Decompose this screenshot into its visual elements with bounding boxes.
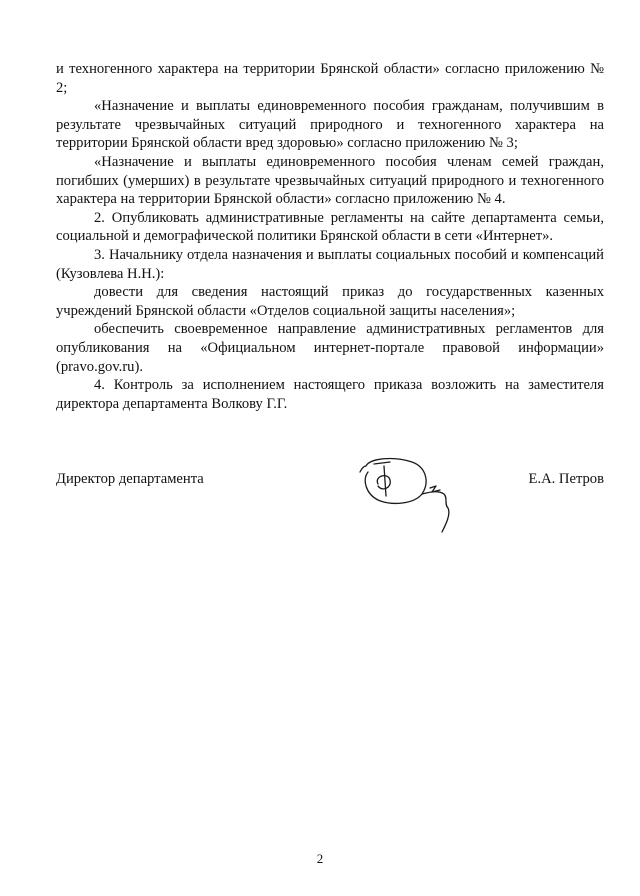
handwritten-signature (352, 452, 464, 534)
page-number: 2 (316, 851, 324, 866)
paragraph-annex-2-continuation: и техногенного характера на территории Брянской области» согласно приложению № 2; (56, 61, 604, 96)
paragraph-annex-4: «Назначение и выплаты единовременного пособия членам семей граждан, погибших (умерших) в результате чрезвычайных ситуаций природного и техногенного характера на территории Брянской области» согласно приложению № 4. (56, 153, 604, 208)
paragraph-item-3-ensure: обеспечить своевременное направление административных регламентов для опубликования на «Официальном интернет-портале правовой информации» (pravo.gov.ru). (56, 321, 604, 375)
signatory-name: Е.А. Петров (528, 471, 604, 487)
paragraph-annex-3: «Назначение и выплаты единовременного пособия гражданам, получившим в результате чрезвычайных ситуаций природного и техногенного характера на территории Брянской области вред здоровью» согласно приложению № 3; (56, 98, 604, 152)
paragraph-item-4-control: 4. Контроль за исполнением настоящего приказа возложить на заместителя директора департамента Волкову Г.Г. (56, 377, 604, 412)
paragraph-item-3-inform: довести для сведения настоящий приказ до государственных казенных учреждений Брянской области «Отделов социальной защиты населения»; (56, 284, 604, 319)
paragraph-item-3-department-head: 3. Начальнику отдела назначения и выплаты социальных пособий и компенсаций (Кузовлева Н.Н.): (56, 246, 604, 282)
signatory-position: Директор департамента (56, 471, 204, 487)
document-body (56, 60, 604, 413)
paragraph-item-2-publish: 2. Опубликовать административные регламенты на сайте департамента семьи, социальной и демографической политики Брянской области в сети «Интернет». (56, 209, 604, 245)
